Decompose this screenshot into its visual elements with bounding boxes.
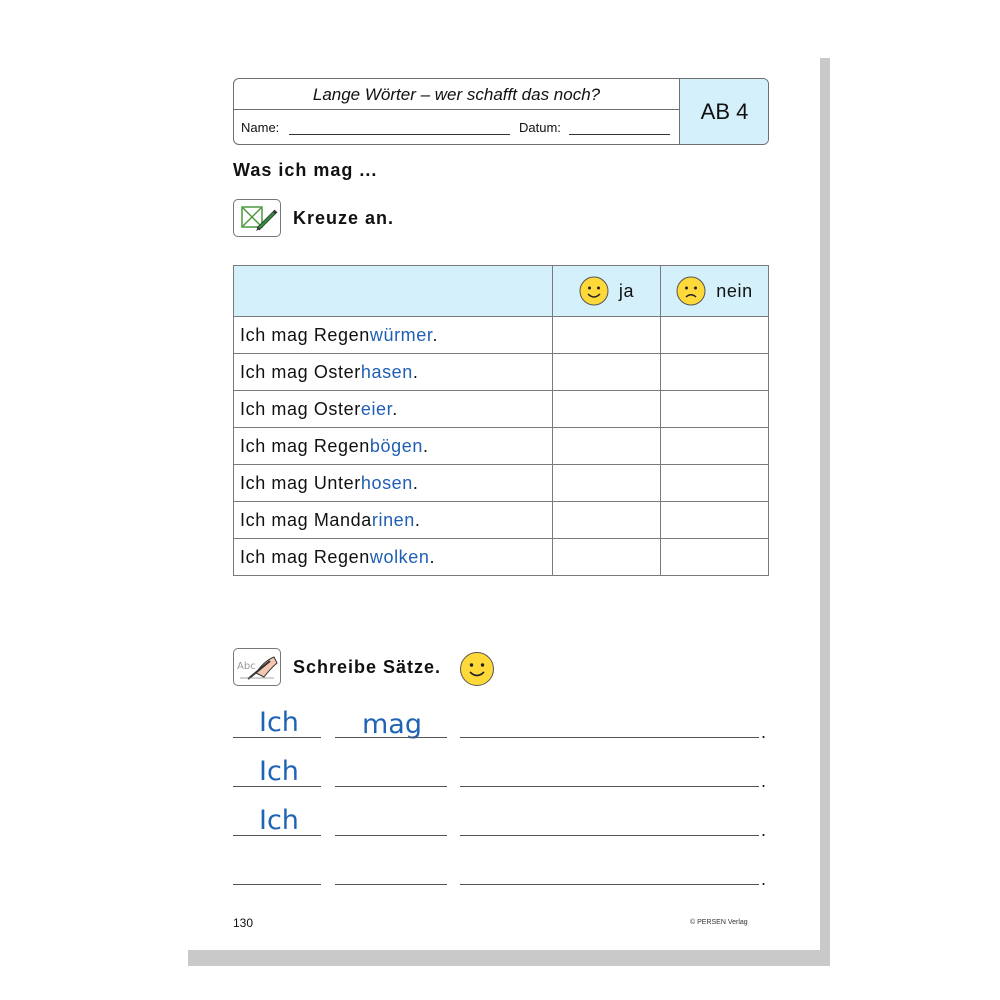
date-label: Datum: [519, 120, 561, 135]
table-row [234, 428, 769, 465]
table-row [234, 391, 769, 428]
table-row [234, 465, 769, 502]
no-checkbox-cell[interactable] [661, 539, 769, 576]
sentence-period: . [761, 771, 767, 791]
column-label-yes: ja [618, 280, 635, 301]
writing-line[interactable] [335, 786, 447, 787]
writing-line[interactable] [233, 835, 321, 836]
writing-line[interactable] [460, 835, 759, 836]
sentence-cell: Ich mag Ostereier. [234, 391, 553, 428]
table-header-yes [553, 266, 661, 317]
no-checkbox-cell[interactable] [661, 317, 769, 354]
table-header-no [661, 266, 769, 317]
writing-line[interactable] [335, 737, 447, 738]
writing-hand-icon [233, 648, 281, 686]
writing-line[interactable] [460, 786, 759, 787]
yes-checkbox-cell[interactable] [553, 354, 661, 391]
sheet-code: AB 4 [679, 79, 769, 144]
handwritten-word: Ich [259, 756, 299, 787]
handwritten-word: Ich [259, 707, 299, 738]
yes-checkbox-cell[interactable] [553, 465, 661, 502]
sentence-cell: Ich mag Mandarinen. [234, 502, 553, 539]
date-field-line[interactable] [569, 134, 670, 135]
writing-line[interactable] [335, 835, 447, 836]
no-checkbox-cell[interactable] [661, 502, 769, 539]
yes-checkbox-cell[interactable] [553, 317, 661, 354]
name-field-line[interactable] [289, 134, 510, 135]
name-label: Name: [241, 120, 280, 135]
table-row [234, 354, 769, 391]
no-checkbox-cell[interactable] [661, 391, 769, 428]
sentence-cell: Ich mag Regenbögen. [234, 428, 553, 465]
yes-checkbox-cell[interactable] [553, 428, 661, 465]
sentence-period: . [761, 820, 767, 840]
happy-smiley-icon [579, 276, 609, 306]
yes-checkbox-cell[interactable] [553, 391, 661, 428]
table-row [234, 502, 769, 539]
sentence-period: . [761, 722, 767, 742]
sentence-cell: Ich mag Regenwürmer. [234, 317, 553, 354]
handwritten-word: mag [362, 709, 422, 740]
yes-checkbox-cell[interactable] [553, 502, 661, 539]
sentence-cell: Ich mag Osterhasen. [234, 354, 553, 391]
sad-smiley-icon [676, 276, 706, 306]
cross-check-pencil-icon [233, 199, 281, 237]
table-header-row [234, 266, 769, 317]
publisher-credit: © PERSEN Verlag [690, 919, 748, 926]
page-number: 130 [233, 916, 254, 930]
writing-line[interactable] [233, 786, 321, 787]
section-heading: Was ich mag ... [233, 160, 378, 180]
writing-line[interactable] [233, 884, 321, 885]
sentence-cell: Ich mag Regenwolken. [234, 539, 553, 576]
sentence-period: . [761, 869, 767, 889]
task-instruction-kreuze: Kreuze an. [293, 208, 395, 228]
writing-line[interactable] [460, 737, 759, 738]
handwritten-word: Ich [259, 805, 299, 836]
writing-line[interactable] [460, 884, 759, 885]
table-row [234, 539, 769, 576]
table-header-empty [234, 266, 553, 317]
yes-checkbox-cell[interactable] [553, 539, 661, 576]
no-checkbox-cell[interactable] [661, 465, 769, 502]
writing-icon-text: Abc [237, 661, 256, 672]
happy-smiley-icon [459, 651, 495, 687]
preference-table [233, 265, 769, 576]
sentence-cell: Ich mag Unterhosen. [234, 465, 553, 502]
table-row [234, 317, 769, 354]
no-checkbox-cell[interactable] [661, 428, 769, 465]
writing-line[interactable] [233, 737, 321, 738]
writing-line[interactable] [335, 884, 447, 885]
no-checkbox-cell[interactable] [661, 354, 769, 391]
worksheet-title: Lange Wörter – wer schafft das noch? [234, 79, 679, 110]
task-instruction-schreibe: Schreibe Sätze. [293, 657, 442, 677]
column-label-no: nein [716, 280, 753, 301]
